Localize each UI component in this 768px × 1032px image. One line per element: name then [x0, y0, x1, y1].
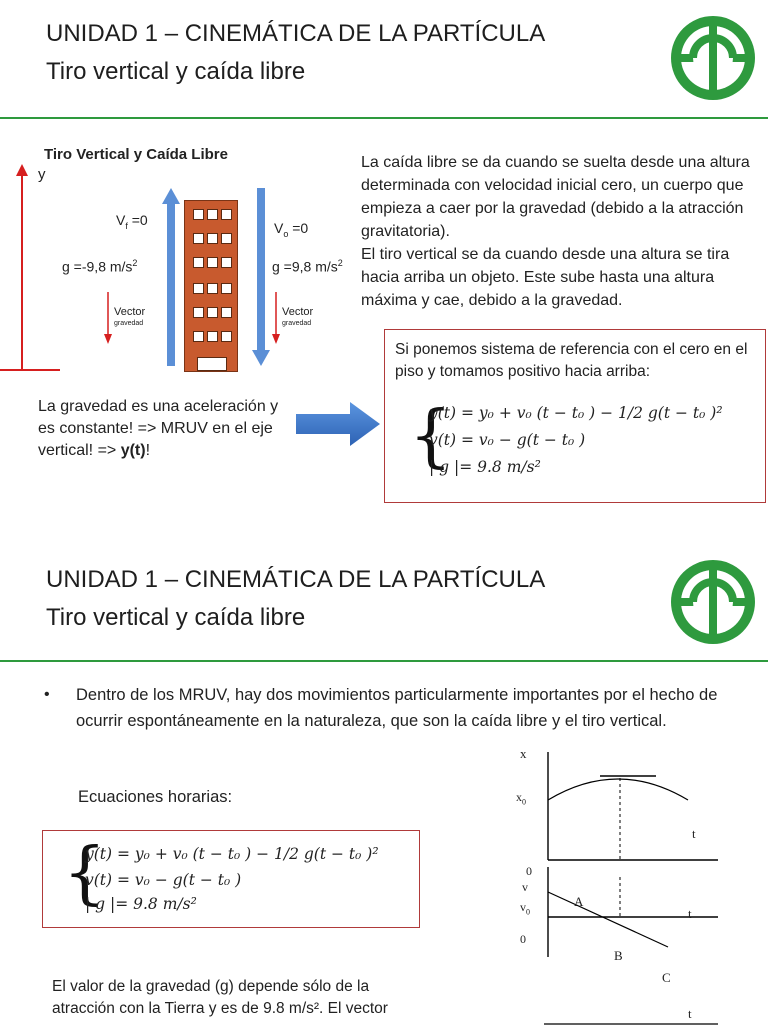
slide1-note: La gravedad es una aceleración y es constante! => MRUV en el eje vertical! => y(t)! [38, 398, 279, 459]
slide1-equation-box [384, 329, 766, 503]
slide2-footer-text: El valor de la gravedad (g) depende sólo de la atracción con la Tierra y es de 9.8 m/s². El vector [52, 978, 388, 1017]
motion-graphs [508, 742, 728, 1032]
slide2-divider [0, 660, 768, 662]
equation-brace-2: { [63, 834, 107, 913]
equation-y: y(t) = y₀ + v₀ (t − t₀ ) − 1/2 g(t − t₀ )² [429, 404, 723, 422]
v-label: v [522, 880, 528, 894]
slide-gap [0, 520, 768, 546]
slide1-title-line1: UNIDAD 1 – CINEMÁTICA DE LA PARTÍCULA [46, 20, 546, 47]
building-icon [184, 200, 238, 372]
graph-axes-svg [508, 742, 728, 1032]
gravity-vector-left-icon [104, 292, 112, 344]
point-b-label: B [614, 948, 623, 963]
figure-heading: Tiro Vertical y Caída Libre [44, 146, 228, 163]
ecuaciones-label: Ecuaciones horarias: [78, 788, 233, 806]
t-label-3: t [688, 1006, 692, 1021]
vector-left-label: Vector gravedad [114, 306, 146, 327]
down-arrow-icon [252, 188, 270, 366]
slide1-title-line2: Tiro vertical y caída libre [46, 58, 306, 85]
gravity-vector-right-icon [272, 292, 280, 344]
slide1-divider [0, 117, 768, 119]
equation-box-intro: Si ponemos sistema de referencia con el cero en el piso y tomamos positivo hacia arriba: [395, 341, 748, 380]
t-label-2: t [688, 906, 692, 921]
slide1-paragraph: La caída libre se da cuando se suelta desde una altura determinada con velocidad inicial cero, un cuerpo que empieza a caer por la gravedad (debido a la atracción gravitatoria). El tiro vertical se da cuando desde una altura se tira hacia arriba un objeto. Este sube hasta una altura máxima y cae, debido a la gravedad. [361, 154, 750, 309]
equation-g: | g |= 9.8 m/s² [429, 458, 541, 476]
slide2-bullet: Dentro de los MRUV, hay dos movimientos particularmente importantes por el hecho de ocurrir espontáneamente en la naturaleza, que son la caída libre y el tiro vertical. [76, 686, 718, 730]
g-left-label: g =-9,8 $m/s^2$ [62, 258, 138, 275]
slide2-title-line1: UNIDAD 1 – CINEMÁTICA DE LA PARTÍCULA [46, 566, 546, 593]
zero-label-1: 0 [526, 864, 532, 878]
g-right-label: g =9,8 $m/s^2$ [272, 258, 343, 275]
blue-arrow-right-icon [296, 402, 380, 446]
point-c-label: C [662, 970, 671, 985]
vf-label: $V_f =0$ [116, 212, 148, 231]
up-arrow-icon [162, 188, 180, 366]
y-axis-label: y [38, 166, 46, 183]
utn-logo-icon [668, 557, 758, 647]
slide2-title-line2: Tiro vertical y caída libre [46, 604, 306, 631]
point-a-label: A [574, 894, 584, 909]
vector-right-label: Vector gravedad [282, 306, 314, 327]
v0-label: $v_0$ [520, 900, 530, 917]
t-label-1: t [692, 826, 696, 841]
equation-v-2: v(t) = v₀ − g(t − t₀ ) [85, 871, 242, 889]
zero-label-2: 0 [520, 932, 526, 946]
equation-brace: { [409, 397, 453, 476]
slide2-equation-box [42, 830, 420, 928]
equation-v: v(t) = v₀ − g(t − t₀ ) [429, 431, 586, 449]
utn-logo-icon [668, 13, 758, 103]
equation-y-2: y(t) = y₀ + v₀ (t − t₀ ) − 1/2 g(t − t₀ )² [85, 845, 379, 863]
x-axis-label: x [520, 746, 527, 761]
equation-g-2: | g |= 9.8 m/s² [85, 895, 197, 913]
red-axis-arrow-icon [0, 162, 62, 374]
slide1-figure [0, 140, 360, 380]
bullet-dot: • [44, 686, 50, 703]
vo-label: $V_o =0$ [274, 220, 309, 239]
slide-2 [0, 546, 768, 1024]
x0-label: $x_0$ [516, 790, 526, 807]
